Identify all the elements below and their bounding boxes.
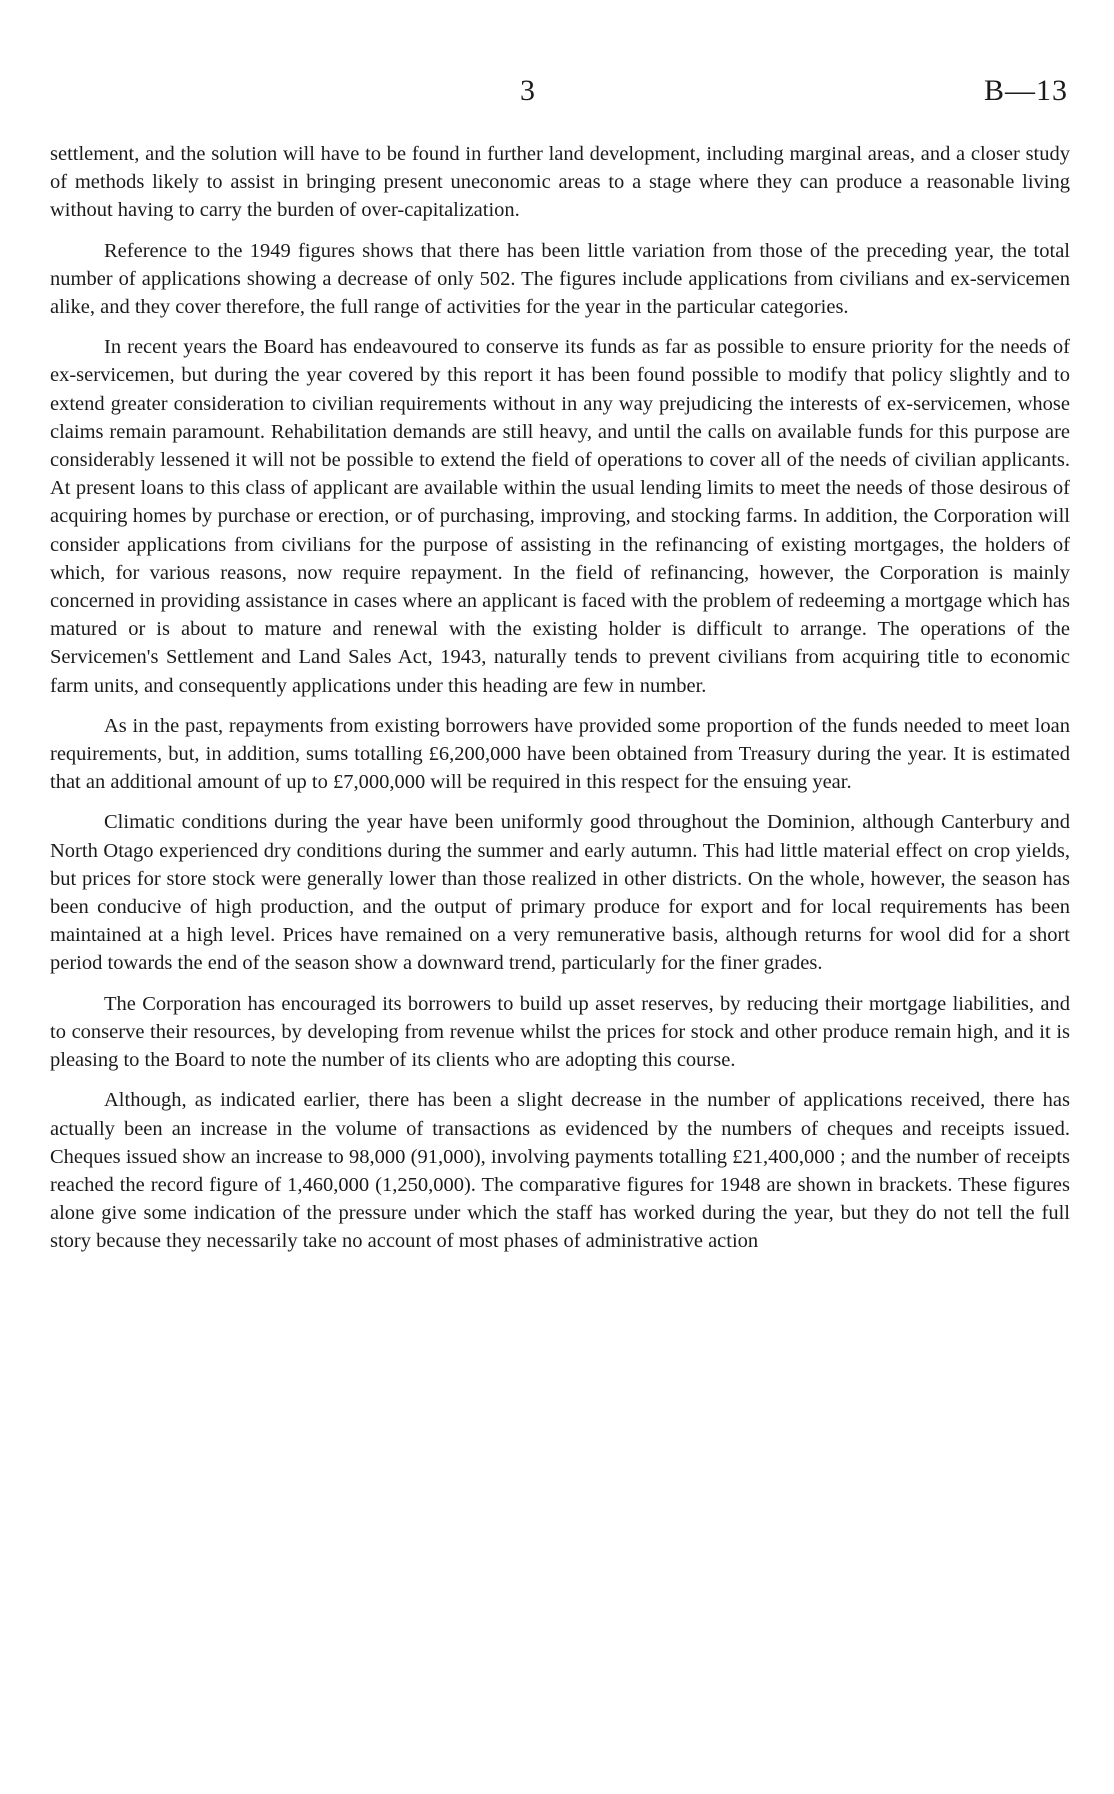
paragraph-repayments-treasury: As in the past, repayments from existing borrowers have provided some proportion of the funds needed to meet loan requirements, but, in addition, sums totalling £6,200,000 have been obtained from Treasury during the year. It is estimated that an additional amount of up to £7,000,000 will be required in this respect for the ensuing year. [50, 714, 1070, 794]
paragraph-transactions-volume: Although, as indicated earlier, there has been a slight decrease in the number of applications received, there has actually been an increase in the volume of transactions as evidenced by the numbers of cheques and receipts issued. Cheques issued show an increase to 98,000 (91,000), involving payments totalling £21,400,000 ; and the number of receipts reached the record figure of 1,460,000 (1,250,000). The comparative figures for 1948 are shown in brackets. These figures alone give some indication of the pressure under which the staff has worked during the year, but they do not tell the full story because they necessarily take no account of most phases of administrative action [50, 1089, 1070, 1253]
paragraph-1949-figures: Reference to the 1949 figures shows that there has been little variation from those of the preceding year, the total number of applications showing a decrease of only 502. The figures include applications from civilians and ex-servicemen alike, and they cover therefore, the full range of activities for the year in the particular categories. [50, 239, 1070, 319]
paragraph-settlement-continued: settlement, and the solution will have to be found in further land development, including marginal areas, and a closer study of methods likely to assist in bringing present uneconomic areas to a stage where they can produce a reasonable living without having to carry the burden of over-capitalization. [50, 143, 1070, 222]
paragraph-asset-reserves: The Corporation has encouraged its borrowers to build up asset reserves, by reducing their mortgage liabilities, and to conserve their resources, by developing from revenue whilst the prices for stock and other produce remain high, and it is pleasing to the Board to note the number of its clients who are adopting this course. [50, 992, 1070, 1072]
page-number: 3 [520, 74, 536, 107]
paragraph-climatic-conditions: Climatic conditions during the year have been uniformly good throughout the Dominion, although Canterbury and North Otago experienced dry conditions during the summer and early autumn. This had little material effect on crop yields, but prices for store stock were generally lower than those realized in other districts. On the whole, however, the season has been conducive of high production, and the output of primary produce for export and for local requirements has been maintained at a high level. Prices have remained on a very remunerative basis, although returns for wool did for a short period towards the end of the season show a downward trend, particularly for the finer grades. [50, 811, 1070, 975]
document-reference: B—13 [983, 74, 1068, 107]
body-text [50, 140, 1070, 1268]
paragraph-board-funds-policy: In recent years the Board has endeavoured to conserve its funds as far as possible to ensure priority for the needs of ex-servicemen, but during the year covered by this report it has been found possible to modify that policy slightly and to extend greater consideration to civilian requirements without in any way prejudicing the interests of ex-servicemen, whose claims remain paramount. Rehabilitation demands are still heavy, and until the calls on available funds for this purpose are considerably lessened it will not be possible to extend the field of operations to cover all of the needs of civilian applicants. At present loans to this class of applicant are available within the usual lending limits to meet the needs of those desirous of acquiring homes by purchase or erection, or of purchasing, improving, and stocking farms. In addition, the Corporation will consider applications from civilians for the purpose of assisting in the refinancing of existing mortgages, the holders of which, for various reasons, now require repayment. In the field of refinancing, however, the Corporation is mainly concerned in providing assistance in cases where an applicant is faced with the problem of redeeming a mortgage which has matured or is about to mature and renewal with the existing holder is difficult to arrange. The operations of the Servicemen's Settlement and Land Sales Act, 1943, naturally tends to prevent civilians from acquiring title to economic farm units, and consequently applications under this heading are few in number. [50, 336, 1070, 697]
